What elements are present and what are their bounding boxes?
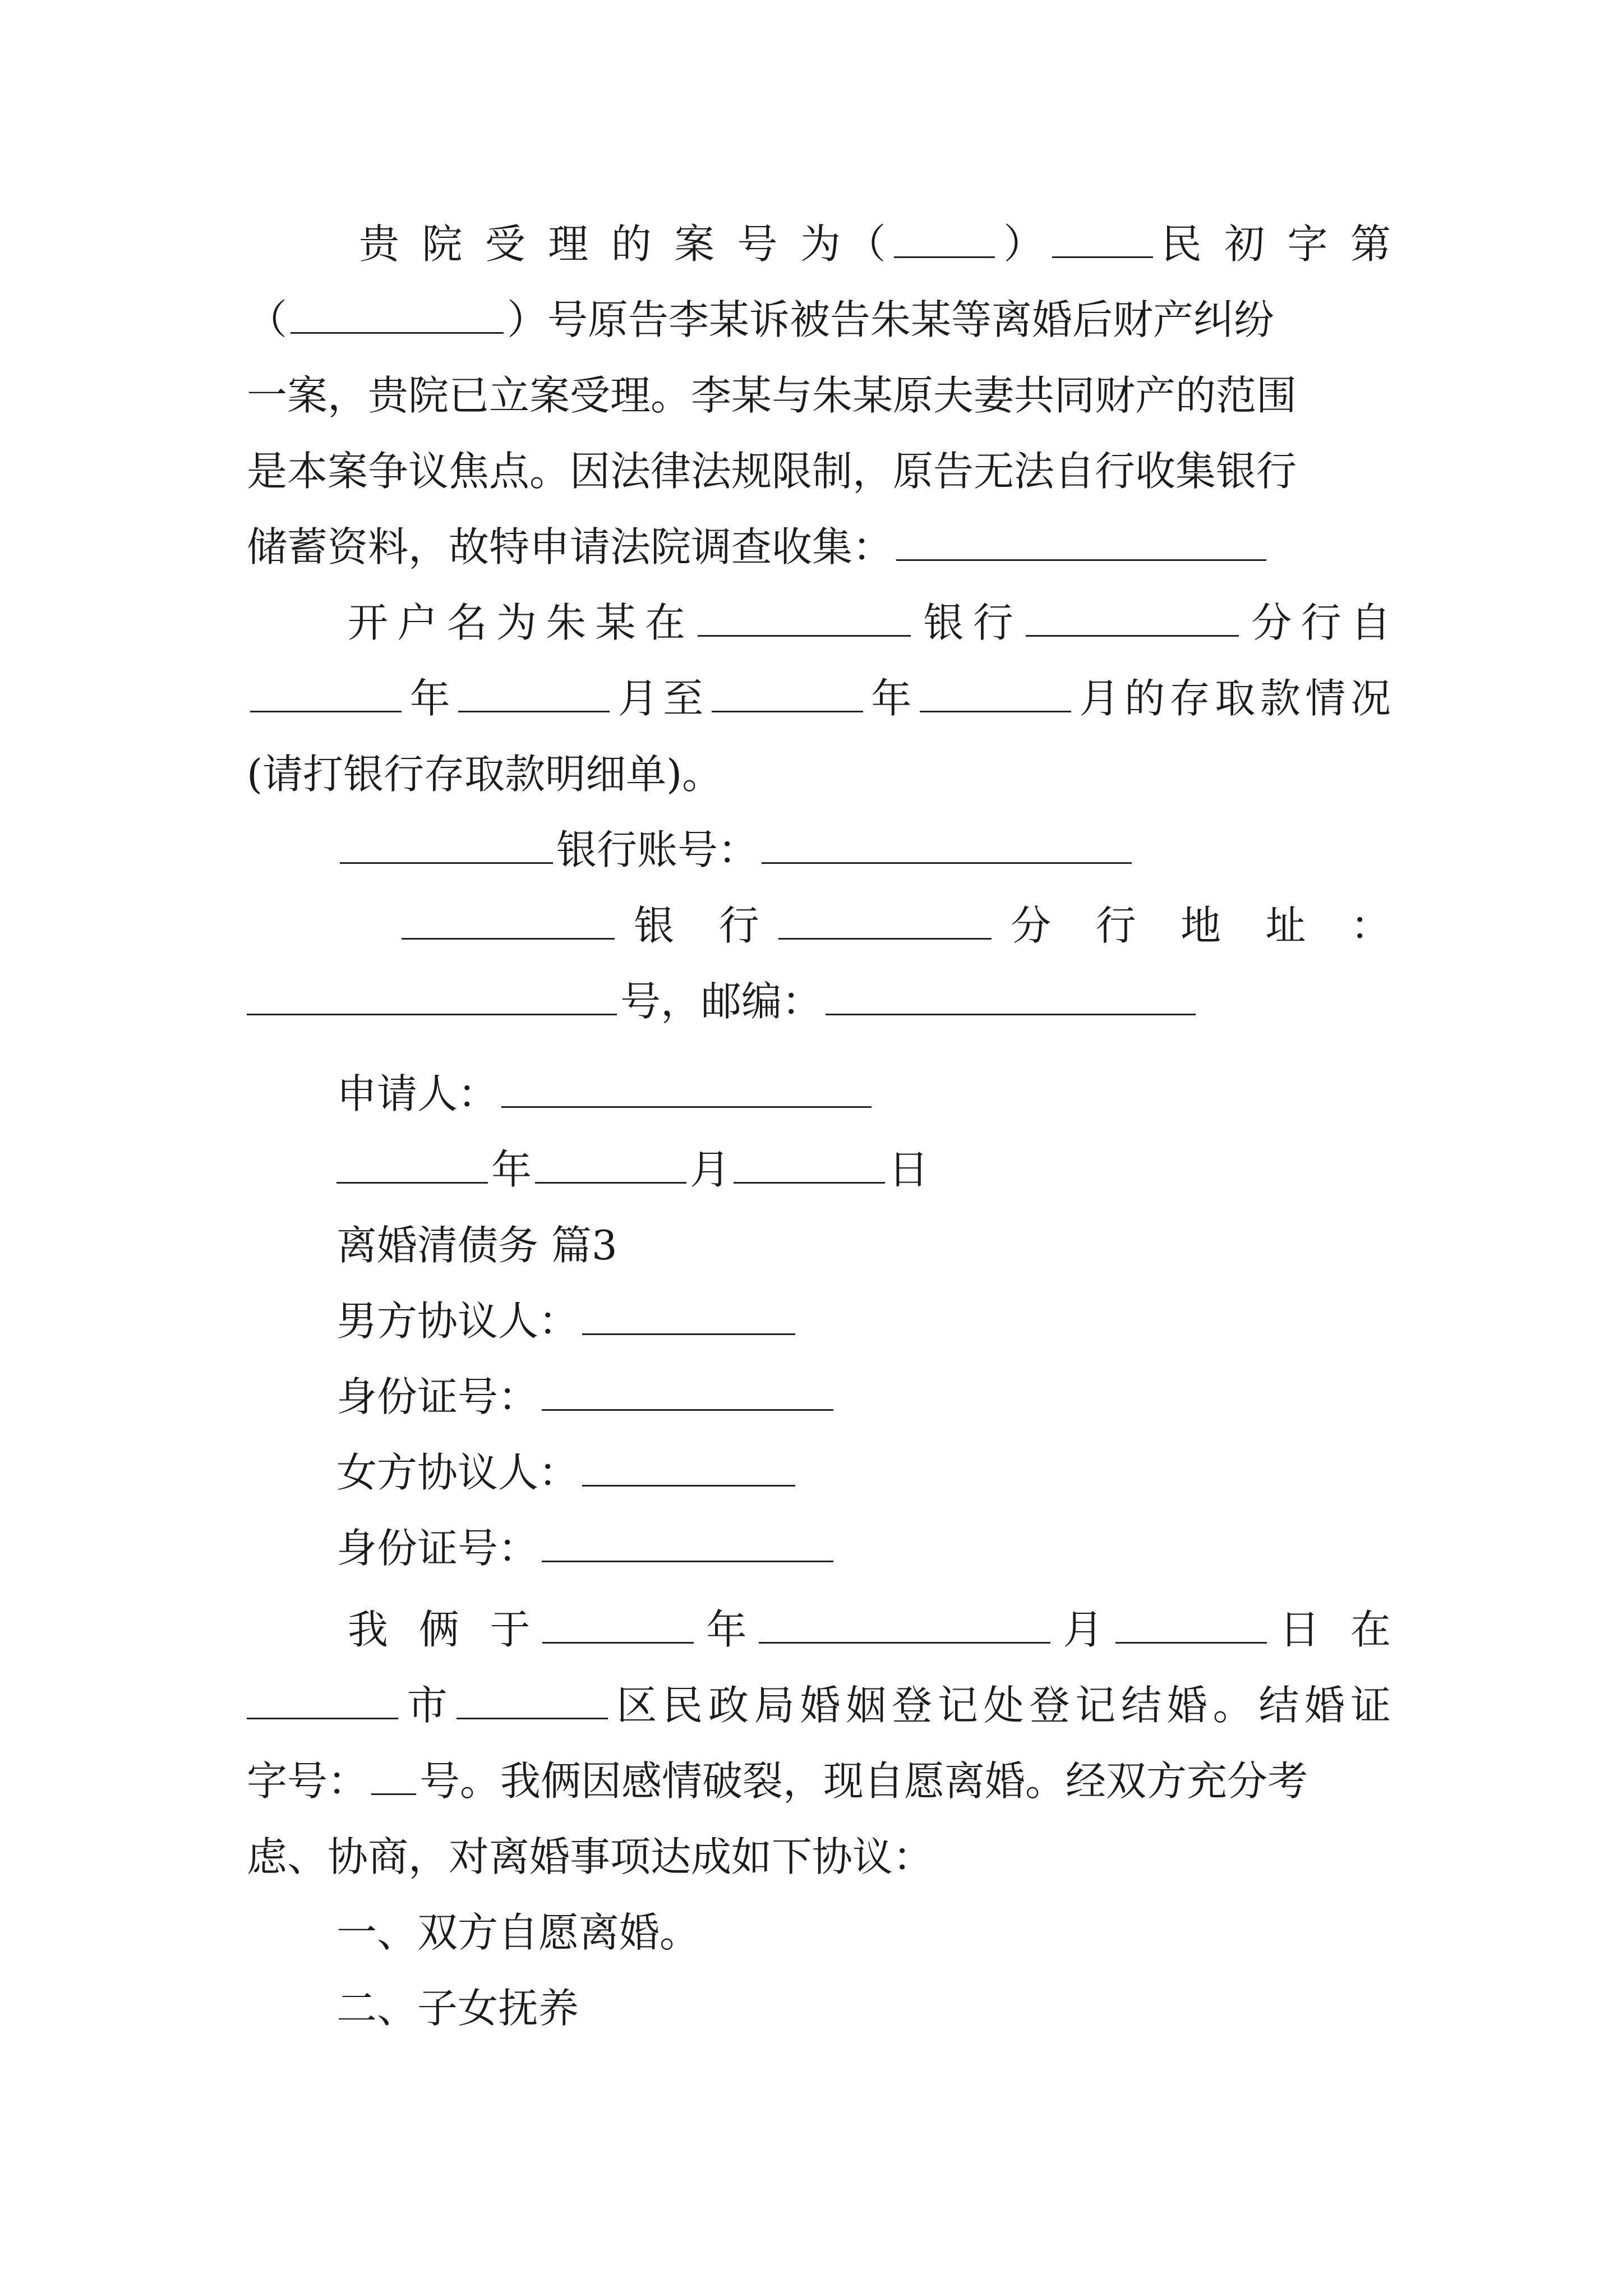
branch-name-blank <box>1026 596 1239 637</box>
paragraph-line: 是本案争议焦点。因法律法规限制，原告无法自行收集银行 <box>247 448 1297 495</box>
applicant-label: 申请人： <box>336 1070 499 1117</box>
paragraph-line <box>336 1442 1391 1503</box>
end-year-blank <box>712 671 863 712</box>
text-segment: （ <box>247 296 288 343</box>
text-segment: 民 初 字 第 <box>1156 220 1391 268</box>
postcode-blank <box>826 974 1196 1015</box>
text-segment: 日 <box>888 1146 929 1193</box>
male-party-label: 男方协议人： <box>336 1297 579 1345</box>
end-month-blank <box>920 671 1071 712</box>
text-segment: ）号原告李某诉被告朱某等离婚后财产纠纷 <box>507 296 1275 343</box>
text-segment: 银行账号： <box>556 826 759 873</box>
collection-item-blank <box>896 520 1266 561</box>
paragraph-line <box>247 516 1391 578</box>
start-month-blank <box>458 671 610 712</box>
sign-day-blank <box>734 1143 885 1184</box>
text-segment: 我 俩 于 <box>348 1606 540 1653</box>
text-segment: 月 <box>690 1146 731 1193</box>
text-segment: 年 <box>405 675 455 722</box>
paragraph-line: (请打银行存取款明细单)。 <box>247 751 723 798</box>
paragraph-line <box>336 1139 1391 1200</box>
bank-name-blank <box>340 823 553 864</box>
paragraph-line <box>336 1517 1391 1579</box>
paragraph-line <box>359 213 1391 275</box>
marriage-day-blank <box>1115 1603 1267 1644</box>
paragraph-line <box>336 819 1391 881</box>
bank-name-blank <box>402 899 615 940</box>
text-segment: 月 <box>1054 1606 1113 1653</box>
certificate-number-blank <box>371 1754 416 1795</box>
female-party-label: 女方协议人： <box>336 1449 579 1496</box>
marriage-month-blank <box>759 1603 1050 1644</box>
bank-name-blank <box>698 596 911 637</box>
text-segment: 区民政局婚姻登记处登记结婚。结婚证 <box>611 1682 1391 1729</box>
text-segment: 贵 院 受 理 的 案 号 为（ <box>359 220 891 268</box>
paragraph-line <box>247 289 1391 351</box>
text-segment: 分 行 地 址 ： <box>994 902 1391 949</box>
branch-name-blank <box>778 899 992 940</box>
agreement-item: 一、双方自愿离婚。 <box>336 1909 700 1956</box>
female-id-blank <box>542 1521 833 1562</box>
sign-year-blank <box>336 1143 488 1184</box>
text-segment: 银行 <box>914 599 1023 646</box>
text-segment: 号。我俩因感情破裂，现自愿离婚。经双方充分考 <box>419 1757 1308 1805</box>
text-segment: 市 <box>402 1682 453 1729</box>
text-segment: 号，邮编： <box>620 978 823 1025</box>
text-segment: 年 <box>491 1146 532 1193</box>
text-segment: 年 <box>866 675 916 722</box>
male-id-blank <box>542 1370 833 1411</box>
section-heading: 离婚清债务 篇3 <box>336 1222 617 1269</box>
paragraph-line: 一案，贵院已立案受理。李某与朱某原夫妻共同财产的范围 <box>247 372 1297 419</box>
id-number-label: 身份证号： <box>336 1525 539 1572</box>
text-segment: 开户名为朱某在 <box>348 599 695 646</box>
paragraph-line <box>398 895 1391 956</box>
paragraph-line <box>247 1674 1391 1736</box>
sign-month-blank <box>535 1143 686 1184</box>
text-segment: 月至 <box>613 675 708 722</box>
female-party-blank <box>582 1446 795 1487</box>
text-segment: 分行自 <box>1242 599 1391 646</box>
text-segment: ） <box>998 220 1049 268</box>
text-segment: 月的存取款情况 <box>1074 675 1391 722</box>
account-number-blank <box>762 823 1132 864</box>
case-year-blank <box>894 217 995 258</box>
text-segment: 字号： <box>247 1757 368 1805</box>
paragraph-line <box>247 1750 1391 1812</box>
paragraph-line <box>247 970 1391 1032</box>
text-segment: 储蓄资料，故特申请法院调查收集： <box>247 523 893 570</box>
city-blank <box>247 1678 398 1719</box>
id-number-label: 身份证号： <box>336 1373 539 1420</box>
text-segment: 银 行 <box>618 902 775 949</box>
text-segment: 年 <box>697 1606 756 1653</box>
marriage-year-blank <box>542 1603 694 1644</box>
applicant-blank <box>501 1067 872 1108</box>
text-segment: 日 在 <box>1270 1606 1391 1653</box>
male-party-blank <box>582 1294 795 1335</box>
paragraph-line <box>336 1063 1391 1125</box>
start-year-blank <box>250 671 402 712</box>
paragraph-line: 虑、协商，对离婚事项达成如下协议： <box>247 1833 934 1880</box>
district-blank <box>457 1678 608 1719</box>
case-number-blank <box>291 293 504 334</box>
paragraph-line <box>348 1599 1391 1660</box>
agreement-item: 二、子女抚养 <box>336 1985 579 2032</box>
paragraph-line <box>336 1290 1391 1352</box>
court-code-blank <box>1052 217 1153 258</box>
paragraph-line <box>247 668 1391 729</box>
paragraph-line <box>336 1366 1391 1428</box>
address-blank <box>247 974 617 1015</box>
paragraph-line <box>348 592 1391 654</box>
